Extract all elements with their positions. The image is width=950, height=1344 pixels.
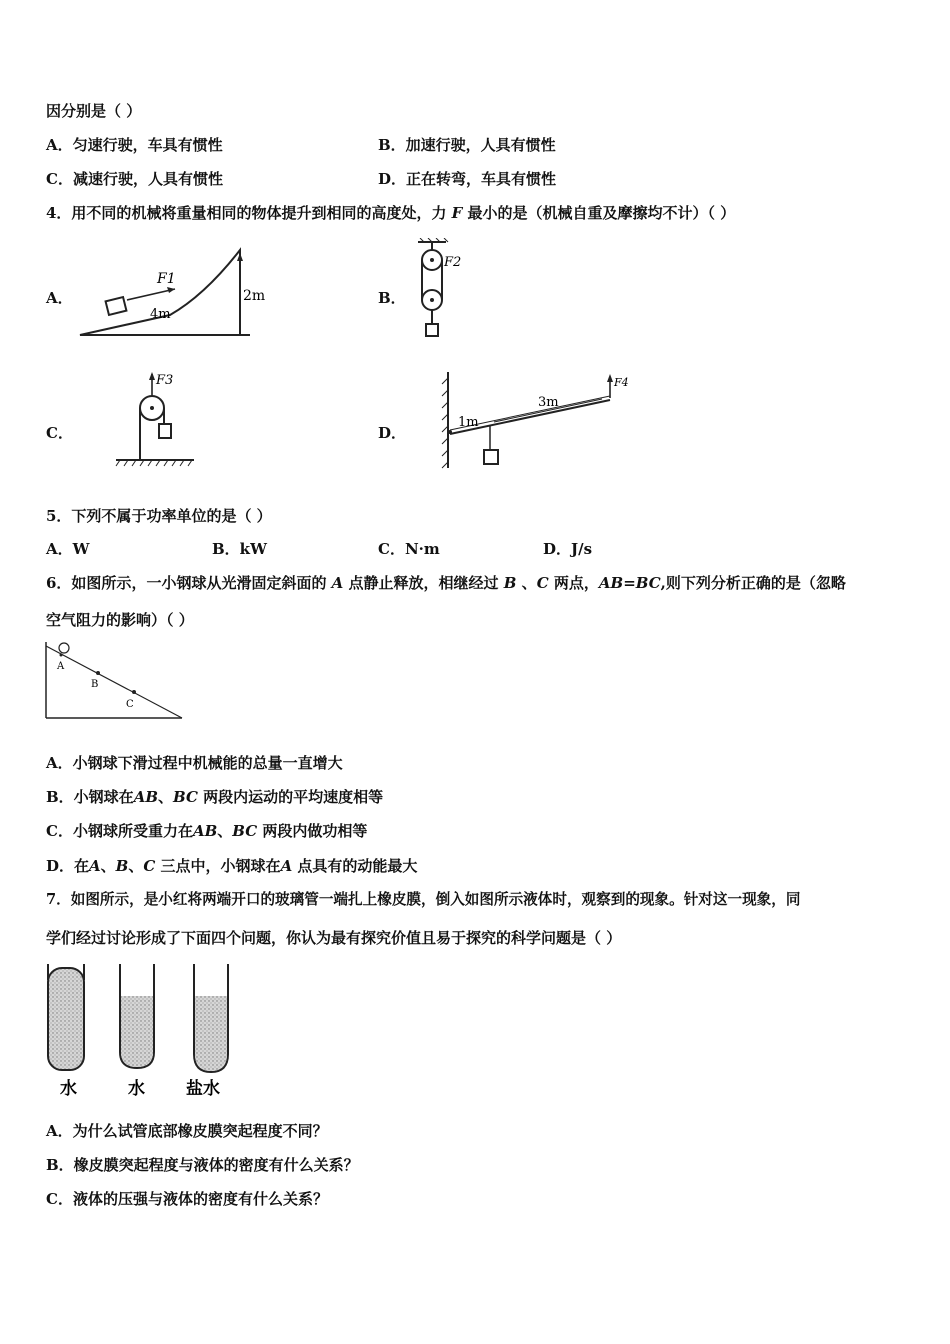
- q6-optc-part: 两段内做功相等: [257, 822, 368, 840]
- q3-stem-tail: 因分别是（ ）: [46, 102, 142, 120]
- q4-label-b: B．: [378, 289, 406, 307]
- q6-option-d: [46, 856, 417, 876]
- q4-stem-pre: 4．用不同的机械将重量相同的物体提升到相同的高度处，力: [46, 204, 452, 222]
- q7-option-c: C．液体的压强与液体的密度有什么关系？: [46, 1190, 328, 1208]
- q4-figd-force: F4: [614, 376, 629, 389]
- q6-figure-incline: [44, 640, 186, 726]
- q6-optc-part: 、: [217, 822, 233, 840]
- q3-option-c: C．减速行驶，人具有惯性: [46, 170, 223, 188]
- q5-stem: 5．下列不属于功率单位的是（ ）: [46, 507, 272, 525]
- q4-figure-b-pulley: [410, 238, 470, 344]
- q6-fig-label-b: B: [91, 679, 99, 690]
- q6-optd-b: B: [115, 857, 129, 875]
- q6-optd-part: 、: [128, 857, 144, 875]
- q6-stem-point-a: A: [331, 574, 344, 592]
- q4-label-a: A．: [46, 289, 73, 307]
- q4-label-c: C．: [46, 424, 73, 442]
- q7-stem-line1: 7．如图所示，是小红将两端开口的玻璃管一端扎上橡皮膜，倒入如图所示液体时，观察到的现象。针对这一现象，同: [46, 891, 801, 908]
- q6-option-a: A．小钢球下滑过程中机械能的总量一直增大: [46, 754, 343, 772]
- q6-optd-part: D．在: [46, 857, 90, 875]
- q6-optb-part: B．小钢球在: [46, 788, 134, 806]
- q7-figure-tubes: [40, 960, 240, 1104]
- q6-optd-part: 、: [100, 857, 116, 875]
- q6-option-c: [46, 821, 367, 841]
- q4-figure-d-lever: [438, 368, 638, 476]
- q4-stem-post: 最小的是（机械自重及摩擦均不计）（ ）: [462, 204, 736, 222]
- q6-stem-line2: 空气阻力的影响）（ ）: [46, 611, 194, 629]
- q6-optd-c: C: [143, 857, 156, 875]
- q4-stem-var: F: [451, 204, 463, 222]
- q7-tube-label-1: 水: [60, 1079, 77, 1099]
- q6-stem-part: 两点，: [548, 574, 599, 592]
- q6-fig-label-a: A: [57, 661, 65, 672]
- q6-stem-part: 、: [516, 574, 537, 592]
- q6-stem-point-c: C: [536, 574, 549, 592]
- q6-optc-bc: BC: [232, 822, 258, 840]
- q5-option-b: B．kW: [212, 540, 267, 558]
- q6-option-b: [46, 787, 383, 807]
- q7-option-a: A．为什么试管底部橡皮膜突起程度不同？: [46, 1122, 328, 1140]
- q4-label-d: D．: [378, 424, 407, 442]
- q6-stem-equation: AB=BC: [598, 574, 661, 592]
- q6-stem-part: ,则下列分析正确的是（忽略: [660, 574, 846, 592]
- q6-optd-a: A: [89, 857, 101, 875]
- q4-figd-short: 1m: [458, 415, 479, 430]
- q4-figd-long: 3m: [538, 395, 559, 410]
- q7-option-b: B．橡皮膜突起程度与液体的密度有什么关系？: [46, 1156, 359, 1174]
- q6-stem-line1: [46, 573, 846, 593]
- q6-optc-part: C．小钢球所受重力在: [46, 822, 193, 840]
- q4-figa-length: 4m: [150, 307, 171, 322]
- q6-optd-part: 点具有的动能最大: [292, 857, 418, 875]
- q6-optb-part: 、: [158, 788, 174, 806]
- q6-fig-label-c: C: [126, 699, 134, 710]
- q6-optd-part: 三点中，小钢球在: [155, 857, 281, 875]
- q6-optc-ab: AB: [192, 822, 218, 840]
- q6-stem-part: 点静止释放，相继经过: [343, 574, 504, 592]
- q5-option-d: D．J/s: [543, 540, 593, 558]
- q5-option-c: C．N·m: [378, 540, 440, 558]
- q4-figa-height: 2m: [243, 288, 265, 304]
- q4-figb-force: F2: [444, 255, 462, 270]
- q5-option-a: A．W: [46, 540, 90, 558]
- q3-option-b: B．加速行驶，人具有惯性: [378, 136, 556, 154]
- q7-stem-line2: 学们经过讨论形成了下面四个问题，你认为最有探究价值且易于探究的科学问题是（ ）: [46, 929, 622, 947]
- q6-optd-a2: A: [280, 857, 293, 875]
- q4-figc-force: F3: [156, 373, 174, 388]
- q4-figure-c-pulley: [112, 368, 202, 472]
- q3-option-d: D．正在转弯，车具有惯性: [378, 170, 557, 188]
- q6-optb-bc: BC: [173, 788, 198, 806]
- q6-optb-part: 两段内运动的平均速度相等: [197, 788, 384, 806]
- q6-stem-point-b: B: [503, 574, 517, 592]
- q7-tube-label-3: 盐水: [186, 1079, 220, 1099]
- q4-figure-a-incline: [75, 245, 265, 349]
- q6-optb-ab: AB: [133, 788, 159, 806]
- q4-figa-force: F1: [157, 271, 176, 287]
- q7-tube-label-2: 水: [128, 1079, 145, 1099]
- q6-stem-part: 6．如图所示，一小钢球从光滑固定斜面的: [46, 574, 332, 592]
- q4-stem: [46, 203, 735, 223]
- q3-option-a: A．匀速行驶，车具有惯性: [46, 136, 223, 154]
